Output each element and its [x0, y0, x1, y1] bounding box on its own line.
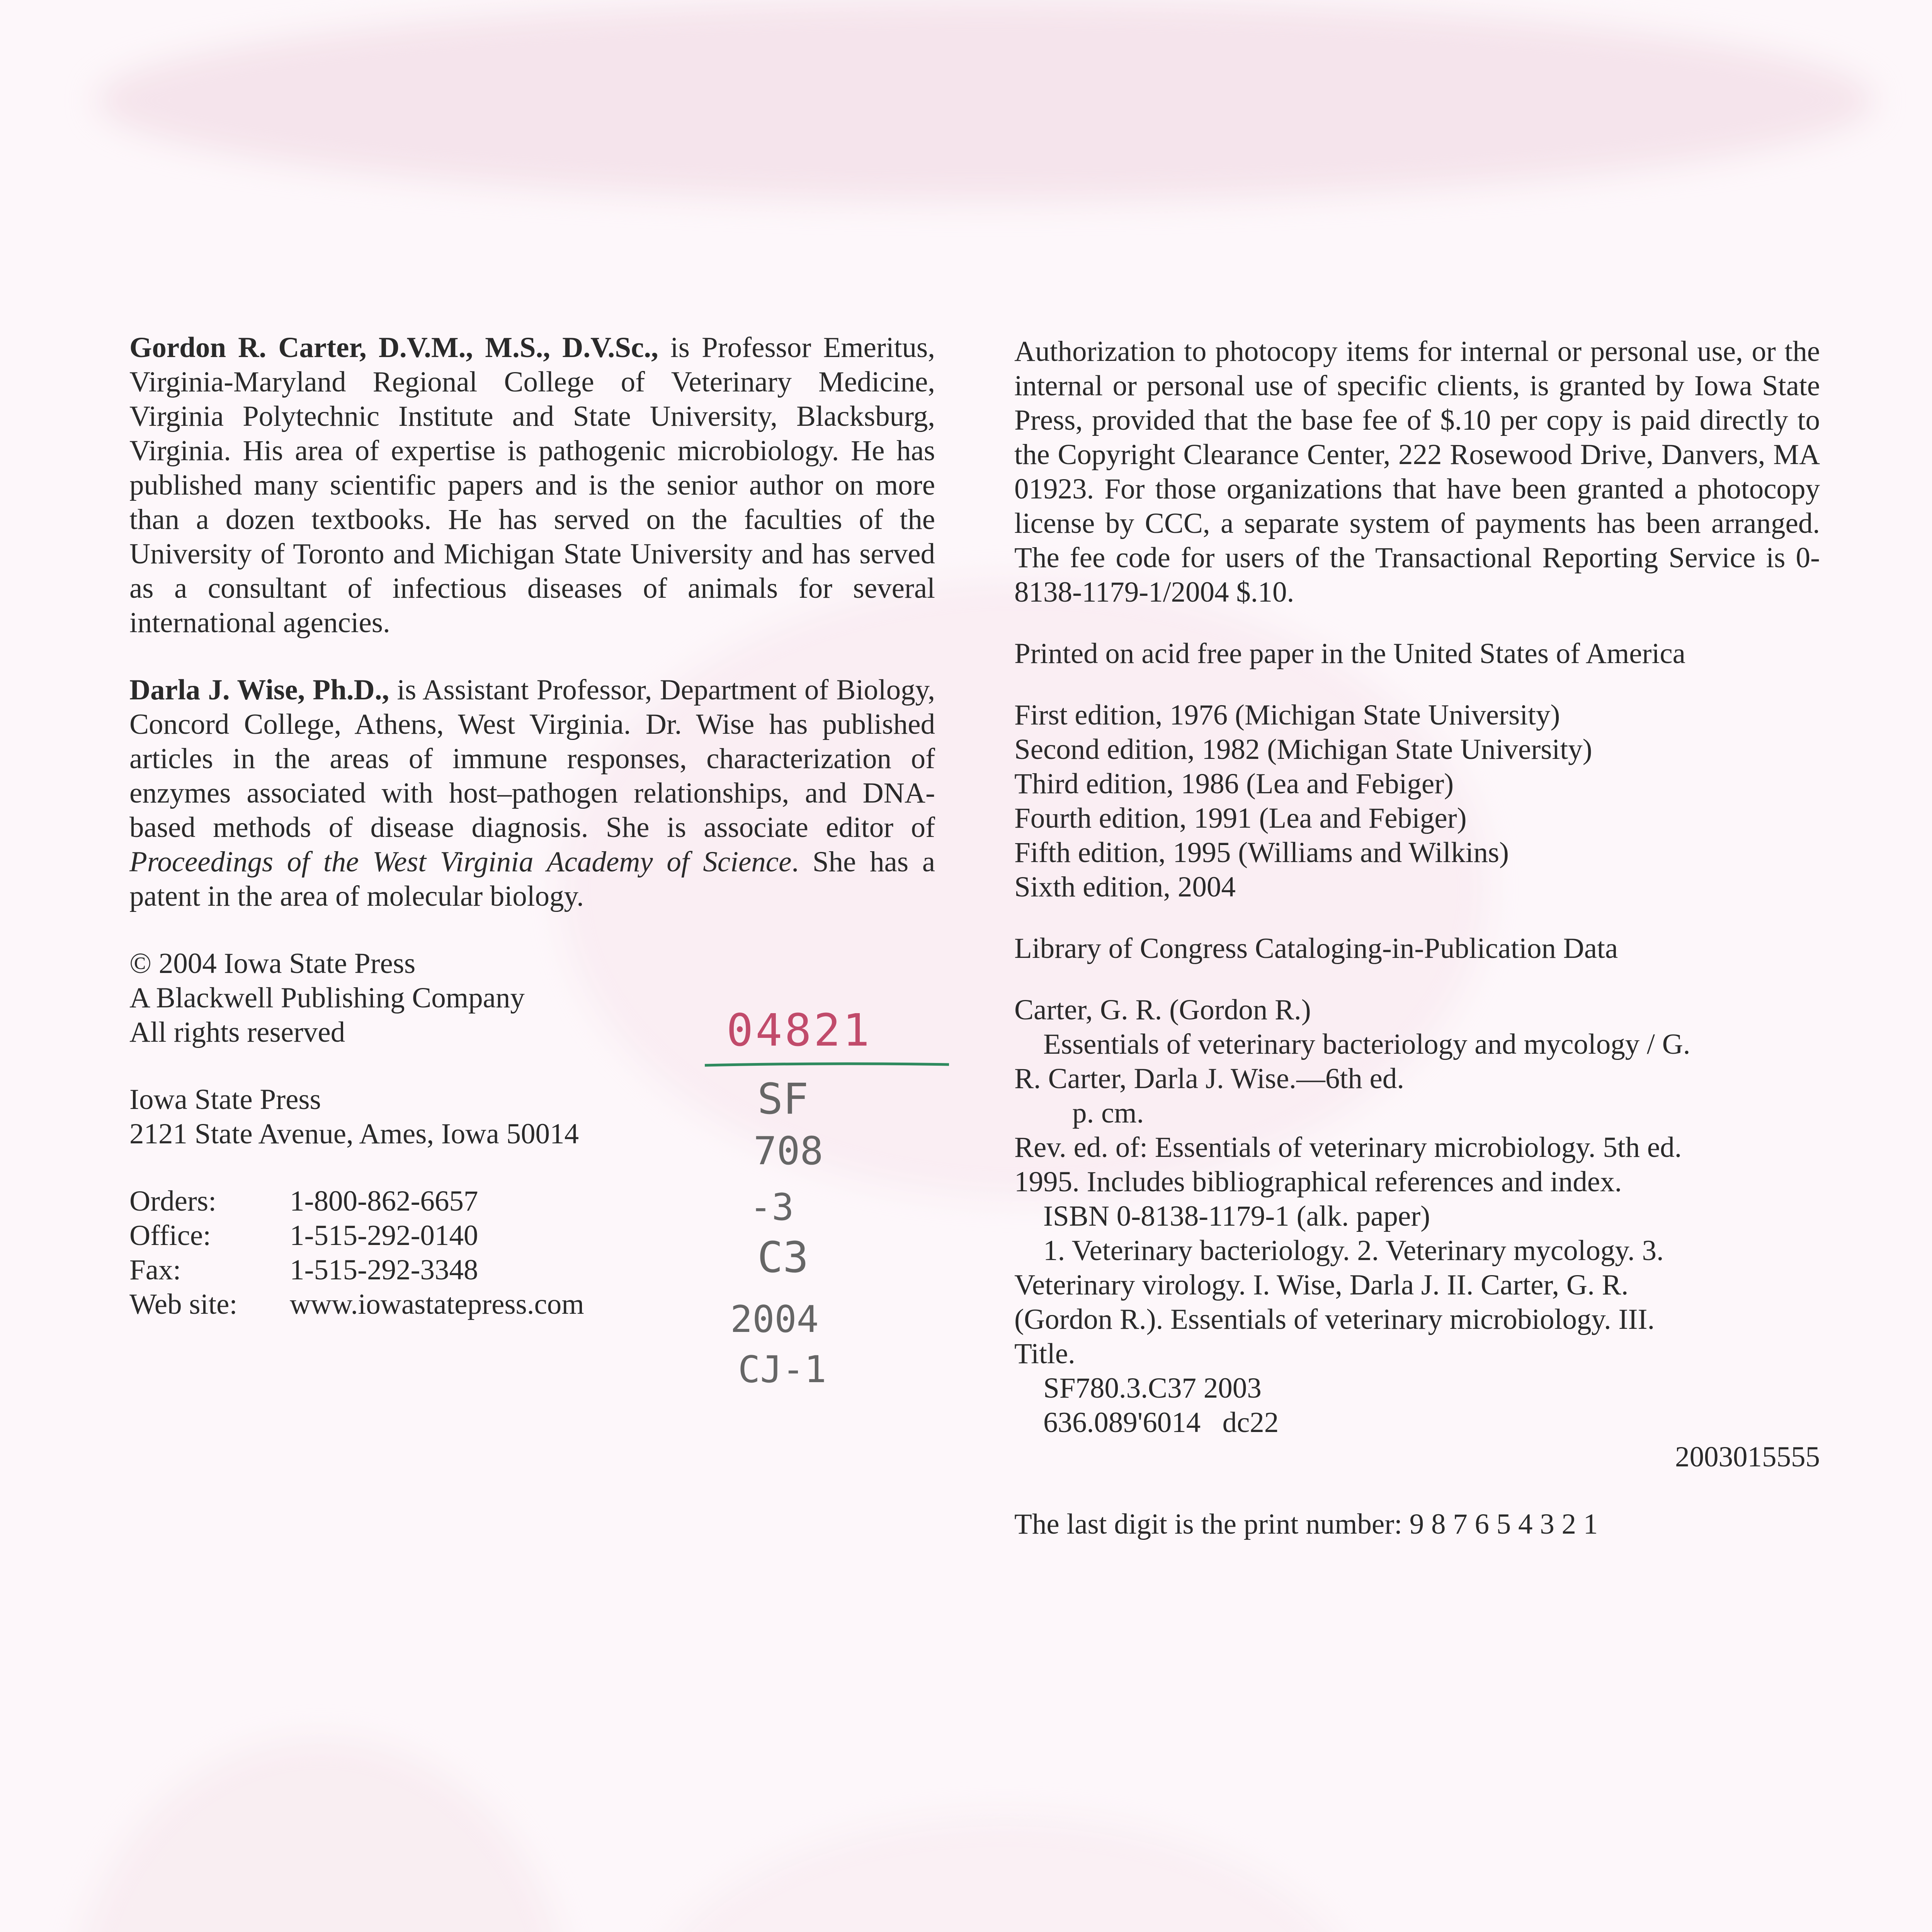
call-number-line: 2004 — [730, 1298, 819, 1341]
edition-item: Third edition, 1986 (Lea and Febiger) — [1014, 768, 1454, 800]
cip-author: Carter, G. R. (Gordon R.) — [1014, 994, 1311, 1026]
edition-item: Sixth edition, 2004 — [1014, 871, 1236, 903]
wise-bio-text-end: . She has a patent in the area of molecular biology. — [129, 846, 935, 912]
edition-item: Second edition, 1982 (Michigan State University) — [1014, 733, 1592, 765]
publisher-name: Iowa State Press — [129, 1083, 321, 1116]
right-column — [1014, 334, 1820, 1541]
contact-row-website — [129, 1287, 584, 1321]
contact-value: 1-515-292-3348 — [290, 1254, 478, 1286]
call-number-line: CJ-1 — [738, 1349, 827, 1391]
publisher-address: 2121 State Avenue, Ames, Iowa 50014 — [129, 1118, 579, 1150]
cip-isbn: ISBN 0-8138-1179-1 (alk. paper) — [1043, 1200, 1430, 1232]
contact-row-orders — [129, 1184, 584, 1218]
contact-label: Office: — [129, 1219, 211, 1252]
contact-label: Web site: — [129, 1288, 238, 1320]
wise-name: Darla J. Wise, Ph.D., — [129, 674, 389, 706]
wise-journal: Proceedings of the West Virginia Academy of Science — [129, 846, 792, 878]
carter-bio — [129, 330, 935, 640]
show-through-shadow — [97, 0, 1874, 201]
print-number: The last digit is the print number: 9 8 7 6 5 4 3 2 1 — [1014, 1508, 1598, 1540]
call-number-line: 708 — [753, 1128, 823, 1173]
edition-item: Fourth edition, 1991 (Lea and Febiger) — [1014, 802, 1467, 834]
contact-row-fax — [129, 1253, 584, 1287]
accession-number: 04821 — [726, 1005, 872, 1056]
cip-subjects: 1. Veterinary bacteriology. 2. Veterinary mycology. 3. — [1043, 1235, 1664, 1267]
contact-label: Orders: — [129, 1185, 216, 1217]
cip-subjects: Title. — [1014, 1338, 1075, 1370]
cip-subjects: (Gordon R.). Essentials of veterinary microbiology. III. — [1014, 1303, 1655, 1335]
cip-record — [1014, 993, 1820, 1474]
call-number-line: SF — [757, 1074, 809, 1124]
copyright-notice: © 2004 Iowa State Press — [129, 947, 416, 980]
cip-dewey: 636.089'6014 dc22 — [1043, 1406, 1279, 1439]
show-through-shadow — [70, 1739, 572, 1932]
contact-value: www.iowastatepress.com — [290, 1288, 584, 1320]
contact-table — [129, 1184, 584, 1321]
cip-title: R. Carter, Darla J. Wise.—6th ed. — [1014, 1063, 1405, 1095]
contact-row-office — [129, 1218, 584, 1253]
contact-value: 1-800-862-6657 — [290, 1185, 478, 1217]
copyright-company: A Blackwell Publishing Company — [129, 982, 525, 1014]
edition-item: First edition, 1976 (Michigan State University) — [1014, 699, 1560, 731]
contact-value: 1-515-292-0140 — [290, 1219, 478, 1252]
cip-heading: Library of Congress Cataloging-in-Publication Data — [1014, 932, 1618, 964]
carter-bio-text: is Professor Emeritus, Virginia-Maryland Regional College of Veterinary Medicine, Virginia Polytechnic Institute and State University, Blacksburg, Virginia. His area of expertise is pathogenic microbiology. He has published many scientific papers and is the senior author on more than a dozen textbooks. He has served on the faculties of the University of Toronto and Michigan State University and has served as a consultant of infectious diseases of animals for several international agencies. — [129, 332, 935, 639]
cip-title: Essentials of veterinary bacteriology and mycology / G. — [1043, 1028, 1690, 1060]
photocopy-authorization: Authorization to photocopy items for internal or personal use, or the internal or personal use of specific clients, is granted by Iowa State Press, provided that the base fee of $.10 per copy is paid directly to the Copyright Clearance Center, 222 Rosewood Drive, Danvers, MA 01923. For those organizations that have been granted a photocopy license by CCC, a separate system of payments has been arranged. The fee code for users of the Transactional Reporting Service is 0-8138-1179-1/2004 $.10. — [1014, 335, 1820, 608]
wise-bio — [129, 673, 935, 913]
cip-note: Rev. ed. of: Essentials of veterinary microbiology. 5th ed. — [1014, 1131, 1682, 1163]
cip-pages: p. cm. — [1072, 1097, 1144, 1129]
printed-on: Printed on acid free paper in the United States of America — [1014, 638, 1685, 670]
edition-item: Fifth edition, 1995 (Williams and Wilkins) — [1014, 837, 1509, 869]
copyright-rights: All rights reserved — [129, 1016, 345, 1048]
cip-subjects: Veterinary virology. I. Wise, Darla J. II. Carter, G. R. — [1014, 1269, 1629, 1301]
edition-history — [1014, 698, 1820, 904]
accession-underline — [703, 1062, 951, 1067]
cip-lc-class: SF780.3.C37 2003 — [1043, 1372, 1262, 1404]
carter-name: Gordon R. Carter, D.V.M., M.S., D.V.Sc., — [129, 332, 658, 364]
call-number-line: -3 — [750, 1186, 794, 1229]
wise-bio-text: is Assistant Professor, Department of Biology, Concord College, Athens, West Virginia. Dr. Wise has published articles in the areas of immune responses, characterization of enzymes associated with host–pathogen relationships, and DNA-based methods of disease diagnosis. She is associate editor of — [129, 674, 935, 844]
call-number-line: C3 — [757, 1233, 809, 1282]
show-through-shadow — [638, 1816, 1372, 1932]
cip-note: 1995. Includes bibliographical references and index. — [1014, 1166, 1622, 1198]
handwritten-call-number — [699, 1005, 947, 1430]
contact-label: Fax: — [129, 1254, 181, 1286]
cip-lccn: 2003015555 — [1675, 1441, 1820, 1473]
